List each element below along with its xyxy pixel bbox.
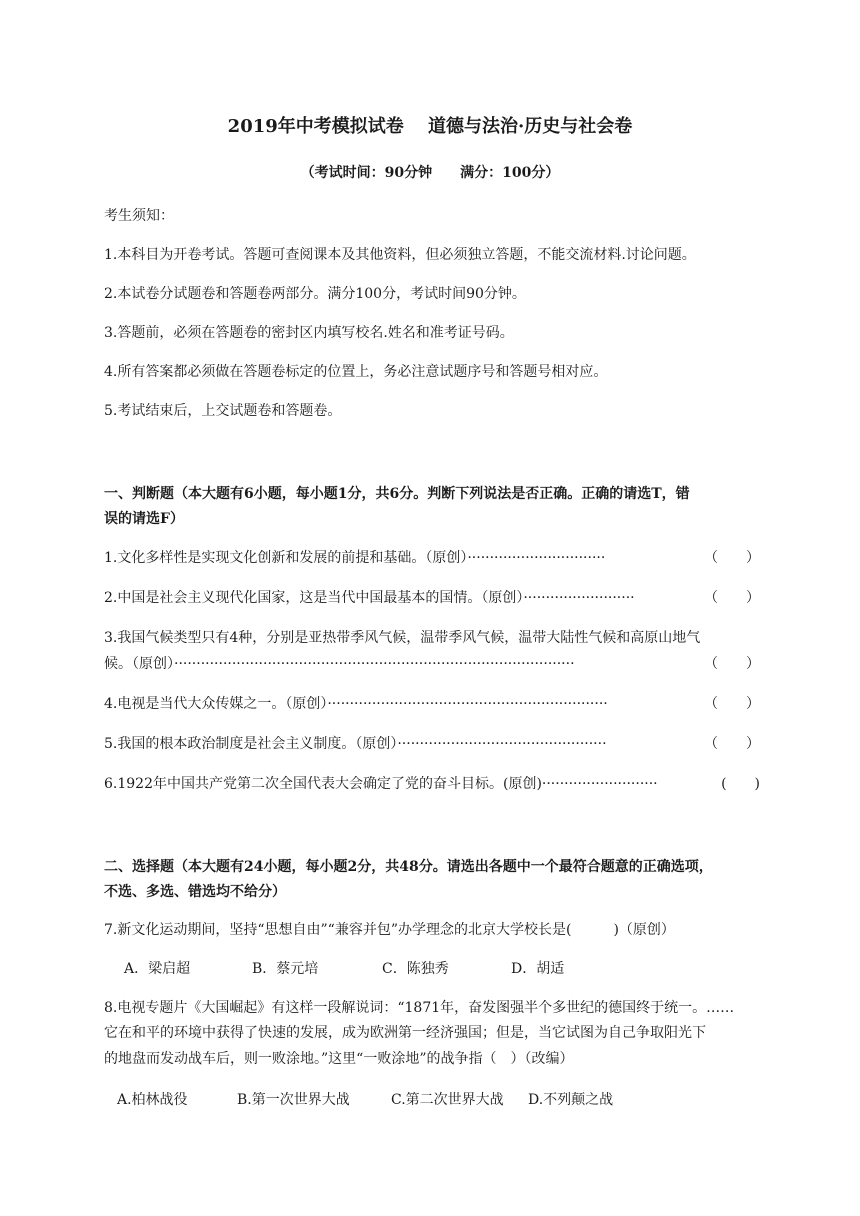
option-d: D．胡适 [511, 961, 565, 977]
question-text: 2.中国是社会主义现代化国家，这是当代中国最基本的国情。（原创）························· [104, 590, 635, 606]
answer-blank: （ ） [704, 656, 760, 672]
page-title: 2019年中考模拟试卷 道德与法治·历史与社会卷 [227, 116, 633, 137]
option-a: A．梁启超 [124, 961, 191, 977]
answer-blank: （ ） [704, 736, 760, 752]
notice-item: 2.本试卷分试题卷和答题卷两部分。满分100分，考试时间90分钟。 [104, 286, 526, 302]
option-a: A.柏林战役 [117, 1092, 188, 1108]
option-d: D.不列颠之战 [528, 1092, 614, 1108]
section1-heading: 一、判断题（本大题有6小题，每小题1分，共6分。判断下列说法是否正确。正确的请选T，错 [104, 486, 690, 502]
answer-blank: （ ） [704, 590, 760, 606]
judgment-question-1 [104, 548, 760, 568]
option-c: C．陈独秀 [382, 961, 449, 977]
section2-heading-cont: 不选、多选、错选均不给分） [104, 884, 286, 900]
answer-blank: （ ） [704, 550, 760, 566]
notice-heading: 考生须知： [104, 208, 174, 224]
answer-blank: ( ) [721, 776, 760, 792]
question-text: 5.我国的根本政治制度是社会主义制度。（原创）··············································· [104, 736, 607, 752]
notice-item: 1.本科目为开卷考试。答题可查阅课本及其他资料，但必须独立答题，不能交流材料.讨论问题。 [104, 247, 696, 263]
question-8-stem: 8.电视专题片《大国崛起》有这样一段解说词：“1871年，奋发图强半个多世纪的德国终于统一。…… [104, 1000, 735, 1016]
question-7-stem: 7.新文化运动期间，坚持“思想自由”“兼容并包”办学理念的北京大学校长是( )（原创） [104, 922, 675, 938]
option-c: C.第二次世界大战 [391, 1092, 504, 1108]
question-text: 4.电视是当代大众传媒之一。（原创）······························································· [104, 696, 608, 712]
section2-heading: 二、选择题（本大题有24小题，每小题2分，共48分。请选出各题中一个最符合题意的正确选项， [104, 859, 713, 875]
question-8-stem-cont: 的地盘而发动战车后，则一败涂地。”这里“一败涂地”的战争指（ ）（改编） [104, 1051, 574, 1067]
judgment-question-2 [104, 588, 760, 608]
judgment-question-6 [104, 774, 760, 794]
option-b: B.第一次世界大战 [237, 1092, 350, 1108]
judgment-question-5 [104, 734, 760, 754]
notice-item: 5.考试结束后，上交试题卷和答题卷。 [104, 403, 342, 419]
option-b: B．蔡元培 [252, 961, 319, 977]
question-text: 候。（原创）·························································································· [104, 656, 575, 672]
question-8-stem-cont: 它在和平的环境中获得了快速的发展，成为欧洲第一经济强国；但是，当它试图为自己争取阳光下 [104, 1025, 706, 1041]
question-text: 3.我国气候类型只有4种，分别是亚热带季风气候，温带季风气候，温带大陆性气候和高原山地气 [104, 630, 701, 646]
judgment-question-3-cont [104, 654, 760, 674]
judgment-question-4 [104, 694, 760, 714]
notice-item: 4.所有答案都必须做在答题卷标定的位置上，务必注意试题序号和答题号相对应。 [104, 364, 608, 380]
section1-heading-cont: 误的请选F） [104, 511, 184, 527]
notice-item: 3.答题前，必须在答题卷的密封区内填写校名.姓名和准考证号码。 [104, 325, 514, 341]
answer-blank: （ ） [704, 696, 760, 712]
question-text: 6.1922年中国共产党第二次全国代表大会确定了党的奋斗目标。(原创)·························· [104, 776, 658, 792]
exam-info: （考试时间：90分钟 满分：100分） [300, 165, 560, 181]
judgment-question-3 [104, 628, 760, 648]
question-text: 1.文化多样性是实现文化创新和发展的前提和基础。（原创）······························· [104, 550, 606, 566]
